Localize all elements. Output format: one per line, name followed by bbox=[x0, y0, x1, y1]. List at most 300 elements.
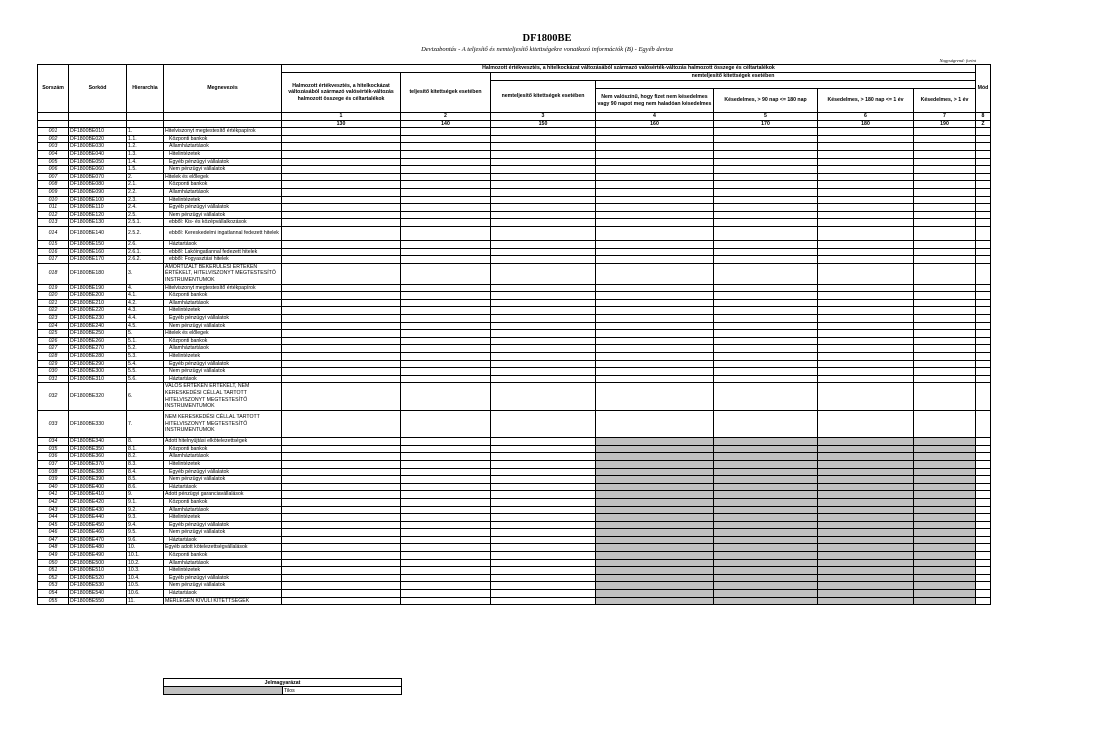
mod-cell bbox=[976, 181, 991, 189]
row-name: Egyéb pénzügyi vállalatok bbox=[164, 468, 282, 476]
value-cell bbox=[714, 337, 818, 345]
value-cell bbox=[491, 181, 596, 189]
row-hierarchy: 8.3. bbox=[127, 460, 164, 468]
value-cell bbox=[401, 582, 491, 590]
row-name: Központi bankok bbox=[164, 181, 282, 189]
value-cell bbox=[818, 188, 914, 196]
value-cell bbox=[714, 196, 818, 204]
table-row bbox=[38, 360, 991, 368]
value-cell bbox=[818, 256, 914, 264]
legend-title: Jelmagyarázat bbox=[164, 679, 402, 687]
header-col-4: Nem valószínű, hogy fizet nem késedelmes vagy 90 napot meg nem haladóan késedelmes bbox=[596, 89, 714, 113]
col-num-3: 3 bbox=[491, 113, 596, 121]
value-cell bbox=[818, 173, 914, 181]
value-cell bbox=[714, 514, 818, 522]
value-cell bbox=[596, 460, 714, 468]
value-cell bbox=[282, 445, 401, 453]
row-name: Háztartások bbox=[164, 375, 282, 383]
row-number: 018 bbox=[38, 263, 69, 284]
value-cell bbox=[282, 368, 401, 376]
row-name: Nem pénzügyi vállalatok bbox=[164, 211, 282, 219]
row-name: Adott hitelnyújtási elkötelezettségek bbox=[164, 438, 282, 446]
table-row bbox=[38, 529, 991, 537]
mod-cell bbox=[976, 375, 991, 383]
value-cell bbox=[714, 375, 818, 383]
value-cell bbox=[401, 315, 491, 323]
mod-cell bbox=[976, 567, 991, 575]
row-hierarchy: 9.2. bbox=[127, 506, 164, 514]
row-hierarchy: 9.5. bbox=[127, 529, 164, 537]
row-hierarchy: 10.4. bbox=[127, 574, 164, 582]
value-cell bbox=[818, 322, 914, 330]
value-cell bbox=[914, 241, 976, 249]
value-cell bbox=[914, 529, 976, 537]
value-cell bbox=[714, 158, 818, 166]
row-code: DF1800BE440 bbox=[69, 514, 127, 522]
value-cell bbox=[818, 330, 914, 338]
value-cell bbox=[818, 307, 914, 315]
row-name: Egyéb pénzügyi vállalatok bbox=[164, 521, 282, 529]
value-cell bbox=[596, 150, 714, 158]
value-cell bbox=[596, 256, 714, 264]
value-cell bbox=[596, 438, 714, 446]
value-cell bbox=[714, 322, 818, 330]
value-cell bbox=[401, 181, 491, 189]
value-cell bbox=[818, 375, 914, 383]
row-name: Nem pénzügyi vállalatok bbox=[164, 322, 282, 330]
row-name: Egyéb pénzügyi vállalatok bbox=[164, 574, 282, 582]
value-cell bbox=[282, 410, 401, 437]
row-code: DF1800BE530 bbox=[69, 582, 127, 590]
value-cell bbox=[914, 256, 976, 264]
value-cell bbox=[491, 590, 596, 598]
table-row bbox=[38, 263, 991, 284]
table-row bbox=[38, 204, 991, 212]
row-hierarchy: 8.6. bbox=[127, 483, 164, 491]
value-cell bbox=[714, 483, 818, 491]
row-name: Hitelviszonyt megtestesítő értékpapírok bbox=[164, 128, 282, 136]
table-row bbox=[38, 453, 991, 461]
value-cell bbox=[491, 143, 596, 151]
row-name: Egyéb pénzügyi vállalatok bbox=[164, 360, 282, 368]
row-code: DF1800BE450 bbox=[69, 521, 127, 529]
value-cell bbox=[491, 158, 596, 166]
row-code: DF1800BE100 bbox=[69, 196, 127, 204]
value-cell bbox=[714, 299, 818, 307]
value-cell bbox=[818, 582, 914, 590]
value-cell bbox=[491, 263, 596, 284]
value-cell bbox=[282, 315, 401, 323]
value-cell bbox=[596, 241, 714, 249]
table-row bbox=[38, 173, 991, 181]
col-code-8: Z bbox=[976, 120, 991, 128]
row-code: DF1800BE420 bbox=[69, 498, 127, 506]
value-cell bbox=[401, 483, 491, 491]
legend bbox=[163, 678, 402, 695]
mod-cell bbox=[976, 226, 991, 240]
table-row bbox=[38, 483, 991, 491]
value-cell bbox=[282, 248, 401, 256]
value-cell bbox=[282, 345, 401, 353]
row-name: Hitelintézetek bbox=[164, 353, 282, 361]
table-row bbox=[38, 383, 991, 410]
row-code: DF1800BE040 bbox=[69, 150, 127, 158]
value-cell bbox=[818, 597, 914, 605]
row-name: Hitelintézetek bbox=[164, 567, 282, 575]
row-number: 029 bbox=[38, 360, 69, 368]
value-cell bbox=[491, 483, 596, 491]
value-cell bbox=[282, 360, 401, 368]
value-cell bbox=[818, 438, 914, 446]
value-cell bbox=[914, 353, 976, 361]
value-cell bbox=[914, 521, 976, 529]
value-cell bbox=[596, 453, 714, 461]
value-cell bbox=[491, 211, 596, 219]
row-number: 037 bbox=[38, 460, 69, 468]
row-name: Nem pénzügyi vállalatok bbox=[164, 582, 282, 590]
row-name: Egyéb pénzügyi vállalatok bbox=[164, 158, 282, 166]
row-number: 015 bbox=[38, 241, 69, 249]
value-cell bbox=[714, 284, 818, 292]
value-cell bbox=[282, 353, 401, 361]
mod-cell bbox=[976, 383, 991, 410]
row-name: Államháztartások bbox=[164, 188, 282, 196]
value-cell bbox=[596, 284, 714, 292]
value-cell bbox=[401, 574, 491, 582]
row-number: 014 bbox=[38, 226, 69, 240]
value-cell bbox=[818, 574, 914, 582]
row-number: 020 bbox=[38, 292, 69, 300]
row-name: Központi bankok bbox=[164, 135, 282, 143]
value-cell bbox=[282, 544, 401, 552]
row-number: 005 bbox=[38, 158, 69, 166]
mod-cell bbox=[976, 590, 991, 598]
value-cell bbox=[914, 597, 976, 605]
mod-cell bbox=[976, 166, 991, 174]
mod-cell bbox=[976, 330, 991, 338]
row-number: 004 bbox=[38, 150, 69, 158]
row-hierarchy: 1.4. bbox=[127, 158, 164, 166]
value-cell bbox=[401, 345, 491, 353]
row-number: 028 bbox=[38, 353, 69, 361]
row-name: Központi bankok bbox=[164, 552, 282, 560]
value-cell bbox=[818, 353, 914, 361]
value-cell bbox=[282, 552, 401, 560]
value-cell bbox=[714, 582, 818, 590]
value-cell bbox=[596, 135, 714, 143]
value-cell bbox=[714, 506, 818, 514]
header-col-1: Halmozott értékvesztés, a hitelkockázat változásából származó valósérték-változás halmozott összege és céltartalékok bbox=[282, 73, 401, 113]
row-code: DF1800BE270 bbox=[69, 345, 127, 353]
table-row bbox=[38, 196, 991, 204]
row-code: DF1800BE020 bbox=[69, 135, 127, 143]
value-cell bbox=[491, 322, 596, 330]
value-cell bbox=[914, 483, 976, 491]
value-cell bbox=[282, 173, 401, 181]
value-cell bbox=[596, 514, 714, 522]
value-cell bbox=[596, 353, 714, 361]
value-cell bbox=[401, 559, 491, 567]
value-cell bbox=[491, 353, 596, 361]
value-cell bbox=[282, 383, 401, 410]
row-hierarchy: 1.3. bbox=[127, 150, 164, 158]
value-cell bbox=[596, 196, 714, 204]
table-row bbox=[38, 368, 991, 376]
value-cell bbox=[282, 529, 401, 537]
value-cell bbox=[818, 460, 914, 468]
value-cell bbox=[401, 590, 491, 598]
row-number: 053 bbox=[38, 582, 69, 590]
col-code-2: 140 bbox=[401, 120, 491, 128]
value-cell bbox=[714, 226, 818, 240]
value-cell bbox=[914, 219, 976, 227]
value-cell bbox=[914, 468, 976, 476]
value-cell bbox=[818, 468, 914, 476]
value-cell bbox=[714, 219, 818, 227]
value-cell bbox=[818, 529, 914, 537]
value-cell bbox=[596, 506, 714, 514]
mod-cell bbox=[976, 135, 991, 143]
header-col-7: Késedelmes, > 1 év bbox=[914, 89, 976, 113]
value-cell bbox=[282, 219, 401, 227]
row-code: DF1800BE230 bbox=[69, 315, 127, 323]
value-cell bbox=[818, 383, 914, 410]
value-cell bbox=[596, 181, 714, 189]
value-cell bbox=[818, 491, 914, 499]
value-cell bbox=[714, 559, 818, 567]
value-cell bbox=[818, 559, 914, 567]
row-code: DF1800BE200 bbox=[69, 292, 127, 300]
value-cell bbox=[282, 128, 401, 136]
col-code-3: 150 bbox=[491, 120, 596, 128]
value-cell bbox=[714, 574, 818, 582]
value-cell bbox=[282, 299, 401, 307]
value-cell bbox=[401, 476, 491, 484]
table-row bbox=[38, 284, 991, 292]
row-number: 046 bbox=[38, 529, 69, 537]
mod-cell bbox=[976, 506, 991, 514]
row-name: Államháztartások bbox=[164, 143, 282, 151]
table-row bbox=[38, 498, 991, 506]
row-number: 041 bbox=[38, 491, 69, 499]
value-cell bbox=[401, 284, 491, 292]
value-cell bbox=[491, 173, 596, 181]
header-col-5: Késedelmes, > 90 nap <= 180 nap bbox=[714, 89, 818, 113]
value-cell bbox=[914, 574, 976, 582]
row-code: DF1800BE070 bbox=[69, 173, 127, 181]
value-cell bbox=[914, 476, 976, 484]
value-cell bbox=[596, 173, 714, 181]
value-cell bbox=[596, 263, 714, 284]
value-cell bbox=[914, 552, 976, 560]
row-code: DF1800BE120 bbox=[69, 211, 127, 219]
value-cell bbox=[282, 241, 401, 249]
row-code: DF1800BE460 bbox=[69, 529, 127, 537]
value-cell bbox=[491, 514, 596, 522]
value-cell bbox=[714, 445, 818, 453]
value-cell bbox=[714, 188, 818, 196]
table-row bbox=[38, 150, 991, 158]
value-cell bbox=[596, 483, 714, 491]
table-row bbox=[38, 445, 991, 453]
row-number: 002 bbox=[38, 135, 69, 143]
row-number: 048 bbox=[38, 544, 69, 552]
header-mod: Mód bbox=[976, 65, 991, 113]
value-cell bbox=[914, 460, 976, 468]
value-cell bbox=[491, 438, 596, 446]
row-name: Központi bankok bbox=[164, 498, 282, 506]
row-name: Államháztartások bbox=[164, 345, 282, 353]
value-cell bbox=[818, 241, 914, 249]
row-code: DF1800BE410 bbox=[69, 491, 127, 499]
value-cell bbox=[401, 241, 491, 249]
row-hierarchy: 8.4. bbox=[127, 468, 164, 476]
value-cell bbox=[714, 263, 818, 284]
value-cell bbox=[714, 248, 818, 256]
table-row bbox=[38, 597, 991, 605]
value-cell bbox=[401, 552, 491, 560]
value-cell bbox=[714, 529, 818, 537]
row-code: DF1800BE470 bbox=[69, 536, 127, 544]
table-row bbox=[38, 248, 991, 256]
row-number: 033 bbox=[38, 410, 69, 437]
value-cell bbox=[914, 445, 976, 453]
value-cell bbox=[491, 188, 596, 196]
value-cell bbox=[714, 498, 818, 506]
row-number: 017 bbox=[38, 256, 69, 264]
table-row bbox=[38, 567, 991, 575]
row-hierarchy: 2.5.1. bbox=[127, 219, 164, 227]
value-cell bbox=[401, 468, 491, 476]
value-cell bbox=[914, 204, 976, 212]
row-name: Hitelintézetek bbox=[164, 150, 282, 158]
row-hierarchy: 4.4. bbox=[127, 315, 164, 323]
value-cell bbox=[914, 211, 976, 219]
value-cell bbox=[282, 150, 401, 158]
value-cell bbox=[491, 529, 596, 537]
row-name: Háztartások bbox=[164, 241, 282, 249]
value-cell bbox=[401, 498, 491, 506]
value-cell bbox=[401, 188, 491, 196]
row-hierarchy: 10. bbox=[127, 544, 164, 552]
value-cell bbox=[401, 322, 491, 330]
value-cell bbox=[401, 353, 491, 361]
row-code: DF1800BE480 bbox=[69, 544, 127, 552]
table-row bbox=[38, 491, 991, 499]
value-cell bbox=[596, 498, 714, 506]
mod-cell bbox=[976, 410, 991, 437]
header-sorszam: Sorszám bbox=[38, 65, 69, 113]
value-cell bbox=[714, 211, 818, 219]
value-cell bbox=[914, 158, 976, 166]
value-cell bbox=[491, 330, 596, 338]
row-hierarchy: 8.2. bbox=[127, 453, 164, 461]
row-code: DF1800BE400 bbox=[69, 483, 127, 491]
value-cell bbox=[914, 299, 976, 307]
col-code-1: 130 bbox=[282, 120, 401, 128]
row-name: Hitelintézetek bbox=[164, 196, 282, 204]
header-col-2: teljesítő kitettségek esetében bbox=[401, 73, 491, 113]
row-number: 036 bbox=[38, 453, 69, 461]
value-cell bbox=[714, 544, 818, 552]
col-code-4: 160 bbox=[596, 120, 714, 128]
mod-cell bbox=[976, 128, 991, 136]
row-number: 035 bbox=[38, 445, 69, 453]
mod-cell bbox=[976, 150, 991, 158]
value-cell bbox=[714, 241, 818, 249]
row-number: 034 bbox=[38, 438, 69, 446]
value-cell bbox=[714, 597, 818, 605]
value-cell bbox=[491, 574, 596, 582]
row-name: Hitelek és előlegek bbox=[164, 330, 282, 338]
value-cell bbox=[401, 506, 491, 514]
table-row bbox=[38, 590, 991, 598]
value-cell bbox=[491, 248, 596, 256]
value-cell bbox=[401, 410, 491, 437]
row-code: DF1800BE500 bbox=[69, 559, 127, 567]
row-name: Államháztartások bbox=[164, 299, 282, 307]
mod-cell bbox=[976, 158, 991, 166]
value-cell bbox=[401, 360, 491, 368]
table-row bbox=[38, 438, 991, 446]
value-cell bbox=[818, 211, 914, 219]
mod-cell bbox=[976, 173, 991, 181]
report-subtitle: Devizabontás - A teljesítő és nemteljesítő kitettségekre vonatkozó információk (B) - Egyéb deviza bbox=[421, 46, 673, 53]
value-cell bbox=[714, 353, 818, 361]
value-cell bbox=[491, 307, 596, 315]
value-cell bbox=[596, 445, 714, 453]
row-hierarchy: 10.1. bbox=[127, 552, 164, 560]
table-row bbox=[38, 211, 991, 219]
value-cell bbox=[282, 559, 401, 567]
row-code: DF1800BE130 bbox=[69, 219, 127, 227]
row-code: DF1800BE260 bbox=[69, 337, 127, 345]
value-cell bbox=[914, 383, 976, 410]
value-cell bbox=[914, 544, 976, 552]
table-row bbox=[38, 582, 991, 590]
value-cell bbox=[714, 552, 818, 560]
mod-cell bbox=[976, 453, 991, 461]
row-code: DF1800BE510 bbox=[69, 567, 127, 575]
row-code: DF1800BE010 bbox=[69, 128, 127, 136]
value-cell bbox=[818, 410, 914, 437]
value-cell bbox=[818, 158, 914, 166]
value-cell bbox=[491, 552, 596, 560]
value-cell bbox=[596, 383, 714, 410]
value-cell bbox=[714, 173, 818, 181]
header-sorkod: Sorkód bbox=[69, 65, 127, 113]
value-cell bbox=[818, 552, 914, 560]
value-cell bbox=[401, 292, 491, 300]
value-cell bbox=[282, 188, 401, 196]
value-cell bbox=[818, 128, 914, 136]
row-hierarchy: 8.5. bbox=[127, 476, 164, 484]
row-hierarchy: 2.6.2. bbox=[127, 256, 164, 264]
mod-cell bbox=[976, 241, 991, 249]
value-cell bbox=[282, 460, 401, 468]
table-row bbox=[38, 256, 991, 264]
row-number: 009 bbox=[38, 188, 69, 196]
value-cell bbox=[914, 181, 976, 189]
row-name: AMORTIZÁLT BEKERÜLÉSI ÉRTÉKEN ÉRTÉKELT, HITELVISZONYT MEGTESTESÍTŐ INSTRUMENTUMOK bbox=[164, 263, 282, 284]
table-row bbox=[38, 307, 991, 315]
value-cell bbox=[818, 150, 914, 158]
value-cell bbox=[596, 128, 714, 136]
table-row bbox=[38, 330, 991, 338]
row-name: Háztartások bbox=[164, 483, 282, 491]
table-row bbox=[38, 375, 991, 383]
table-row bbox=[38, 166, 991, 174]
